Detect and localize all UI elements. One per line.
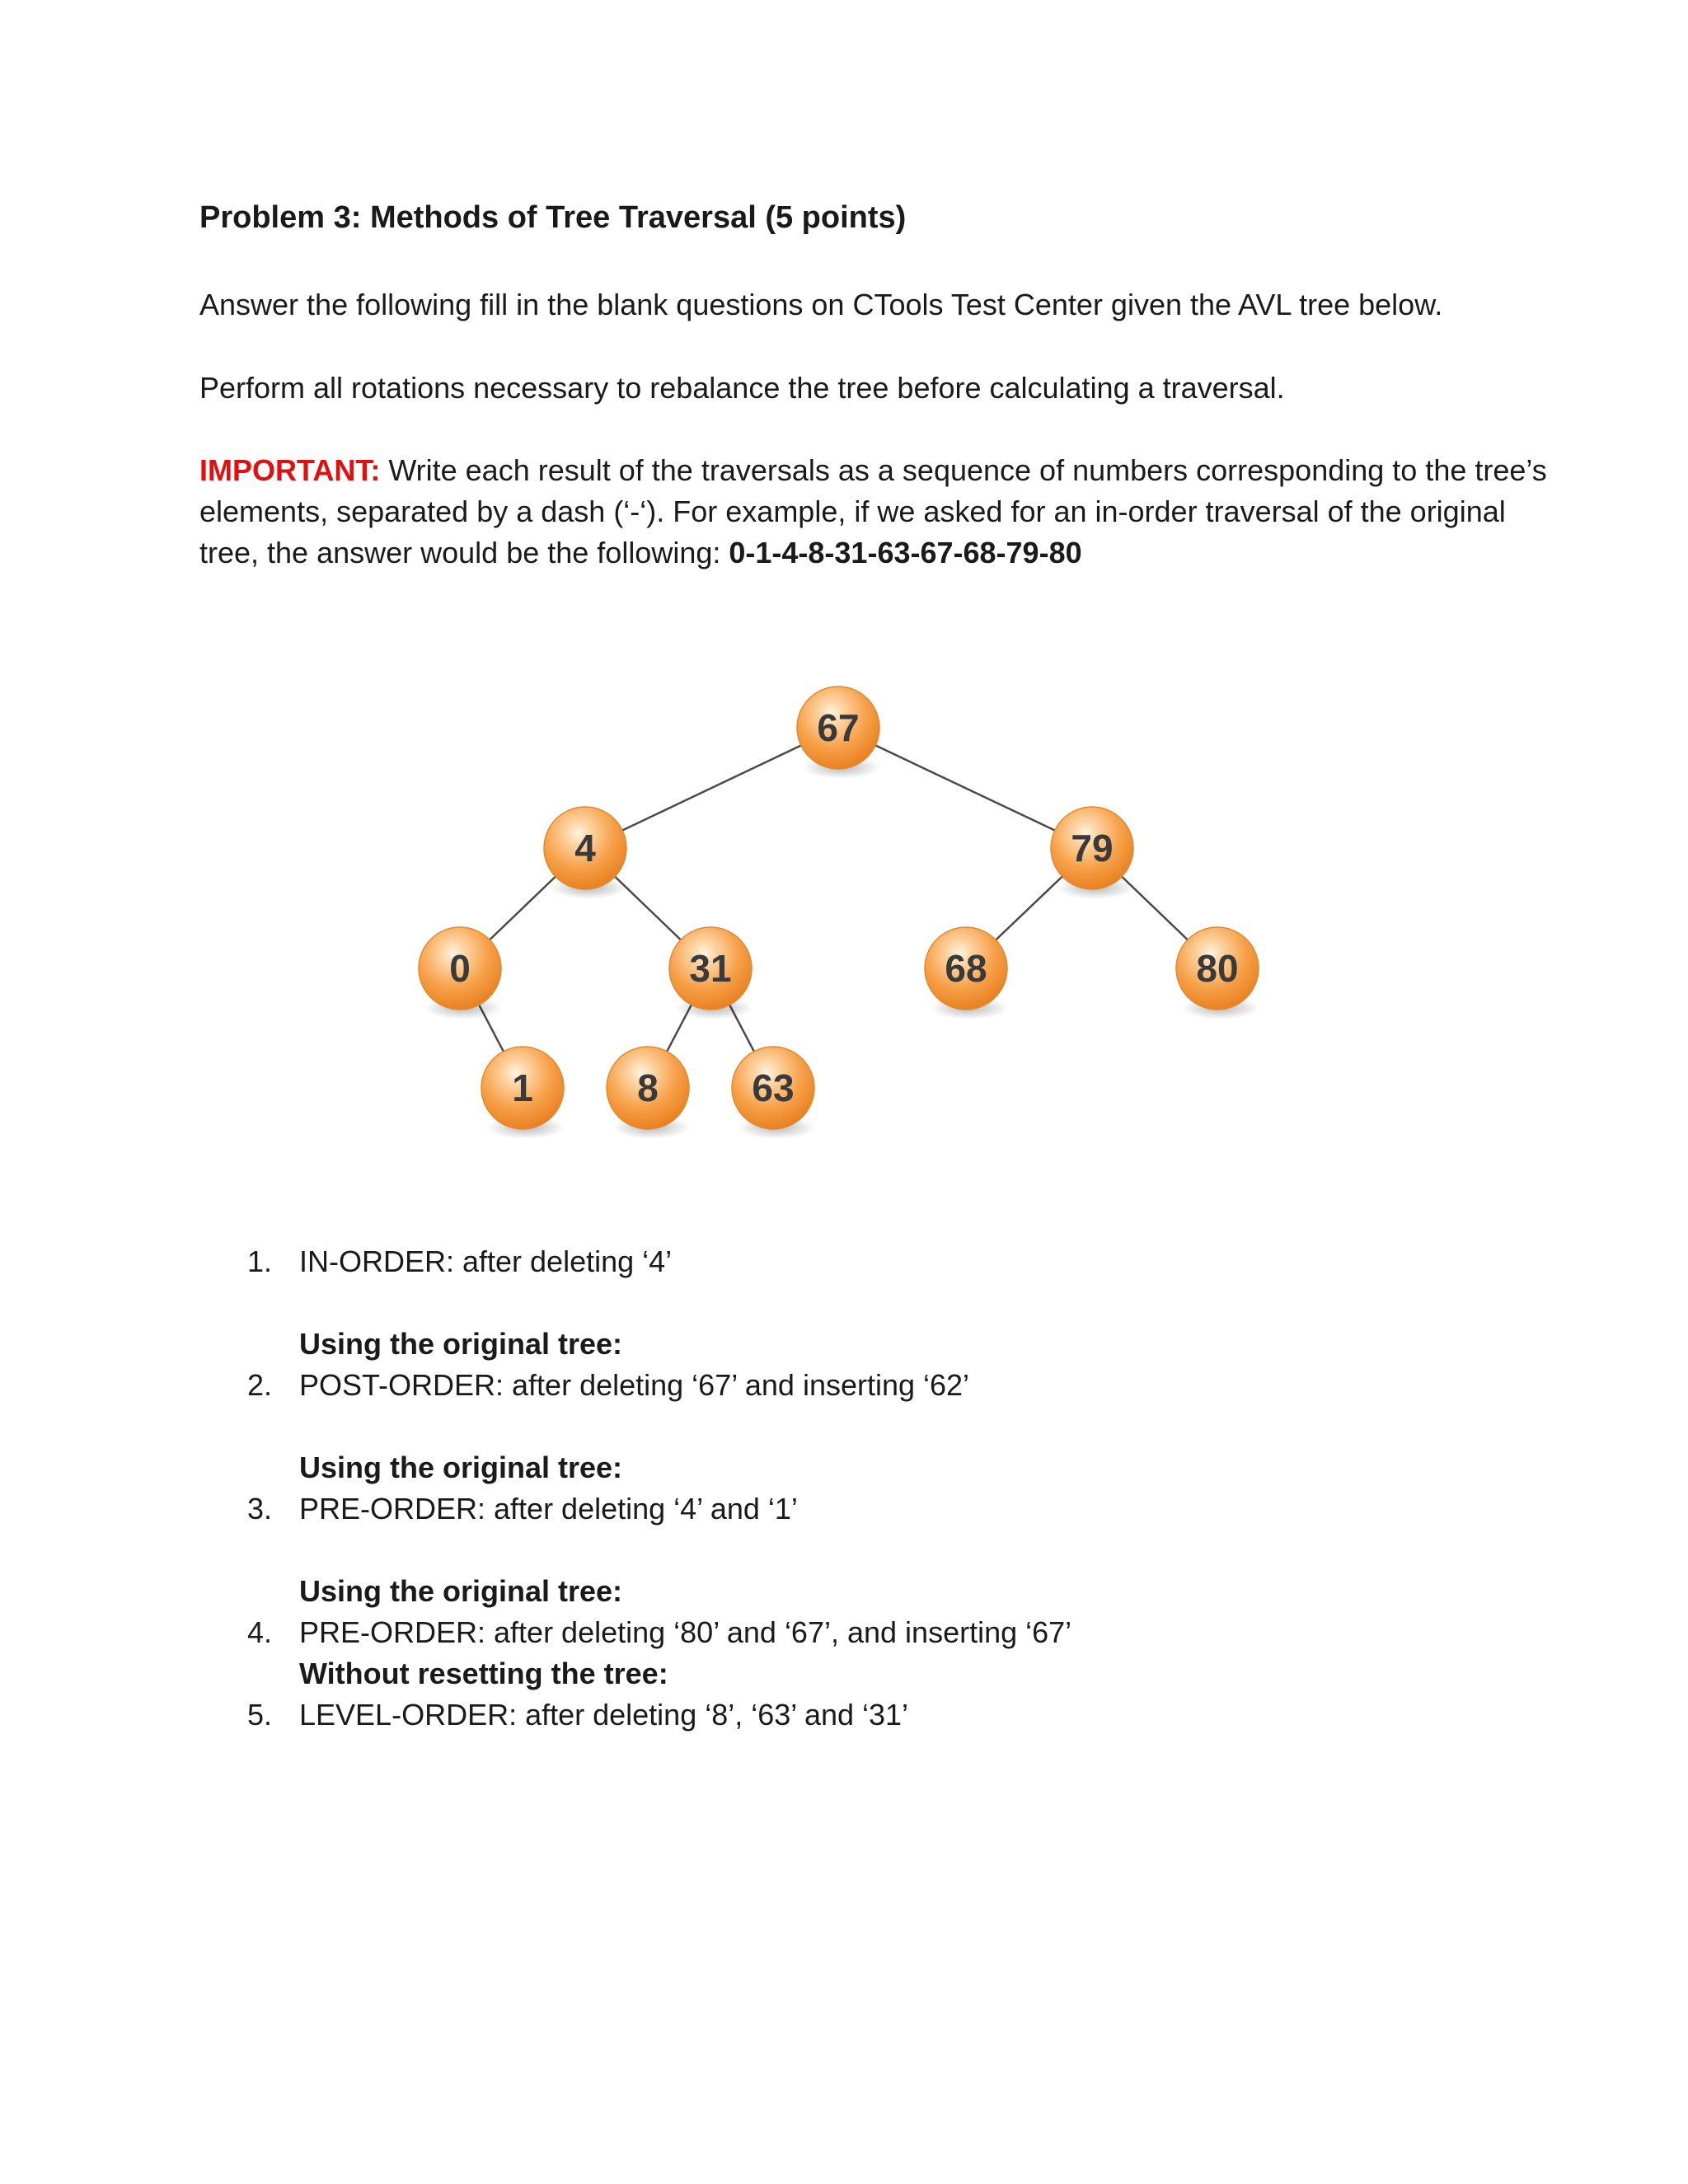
node-label: 31 <box>689 947 732 990</box>
question-4-number: 4. <box>247 1615 273 1649</box>
node-label: 1 <box>512 1066 533 1109</box>
tree-node-63 <box>732 1047 816 1139</box>
tree-node-0 <box>419 927 503 1019</box>
tree-edge-67-4 <box>622 745 801 830</box>
tree-node-1 <box>481 1047 565 1139</box>
problem-title: Problem 3: Methods of Tree Traversal (5 points) <box>199 200 907 235</box>
important-text: Write each result of the traversals as a sequence of numbers corresponding to the tree’s elements, separated by a dash (‘-‘). For example, if we asked for an in-order traversal of the original tree, the answer would be the following: <box>199 453 1547 569</box>
node-label: 67 <box>817 706 860 749</box>
question-3-number: 3. <box>247 1492 273 1526</box>
tree-node-67 <box>797 687 881 779</box>
intro-paragraph: Answer the following fill in the blank questions on CTools Test Center given the AVL tree below. <box>199 288 1443 321</box>
node-label: 8 <box>637 1066 659 1109</box>
question-4-note: Using the original tree: <box>299 1574 623 1608</box>
question-2-number: 2. <box>247 1368 273 1402</box>
question-2-text: POST-ORDER: after deleting ‘67’ and inserting ‘62’ <box>299 1368 970 1402</box>
tree-node-80 <box>1176 927 1260 1019</box>
tree-node-68 <box>925 927 1009 1019</box>
node-label: 68 <box>945 947 987 990</box>
question-2-note: Using the original tree: <box>299 1327 623 1361</box>
tree-node-79 <box>1051 807 1135 899</box>
question-5-number: 5. <box>247 1698 273 1732</box>
question-1-text: IN-ORDER: after deleting ‘4’ <box>299 1244 673 1278</box>
node-label: 4 <box>574 827 596 869</box>
node-label: 0 <box>449 947 471 990</box>
important-label: IMPORTANT: <box>199 453 381 487</box>
question-5-text: LEVEL-ORDER: after deleting ‘8’, ‘63’ and ‘31’ <box>299 1698 909 1732</box>
tree-edge-79-68 <box>996 877 1062 940</box>
question-1-number: 1. <box>247 1244 273 1278</box>
node-label: 80 <box>1196 947 1239 990</box>
question-4-text: PRE-ORDER: after deleting ‘80’ and ‘67’, and inserting ‘67’ <box>299 1615 1072 1649</box>
tree-edge-4-0 <box>490 877 556 940</box>
example-answer: 0-1-4-8-31-63-67-68-79-80 <box>729 536 1082 569</box>
tree-edge-67-79 <box>875 745 1055 830</box>
question-5-note: Without resetting the tree: <box>299 1657 668 1690</box>
tree-node-31 <box>669 927 753 1019</box>
tree-node-4 <box>544 807 628 899</box>
instruction-paragraph: Perform all rotations necessary to rebalance the tree before calculating a traversal. <box>199 371 1285 405</box>
tree-node-8 <box>607 1047 691 1139</box>
node-label: 79 <box>1071 827 1114 869</box>
tree-nodes <box>419 687 1260 1139</box>
node-label: 63 <box>752 1066 795 1109</box>
question-3-text: PRE-ORDER: after deleting ‘4’ and ‘1’ <box>299 1492 798 1526</box>
question-3-note: Using the original tree: <box>299 1451 623 1484</box>
